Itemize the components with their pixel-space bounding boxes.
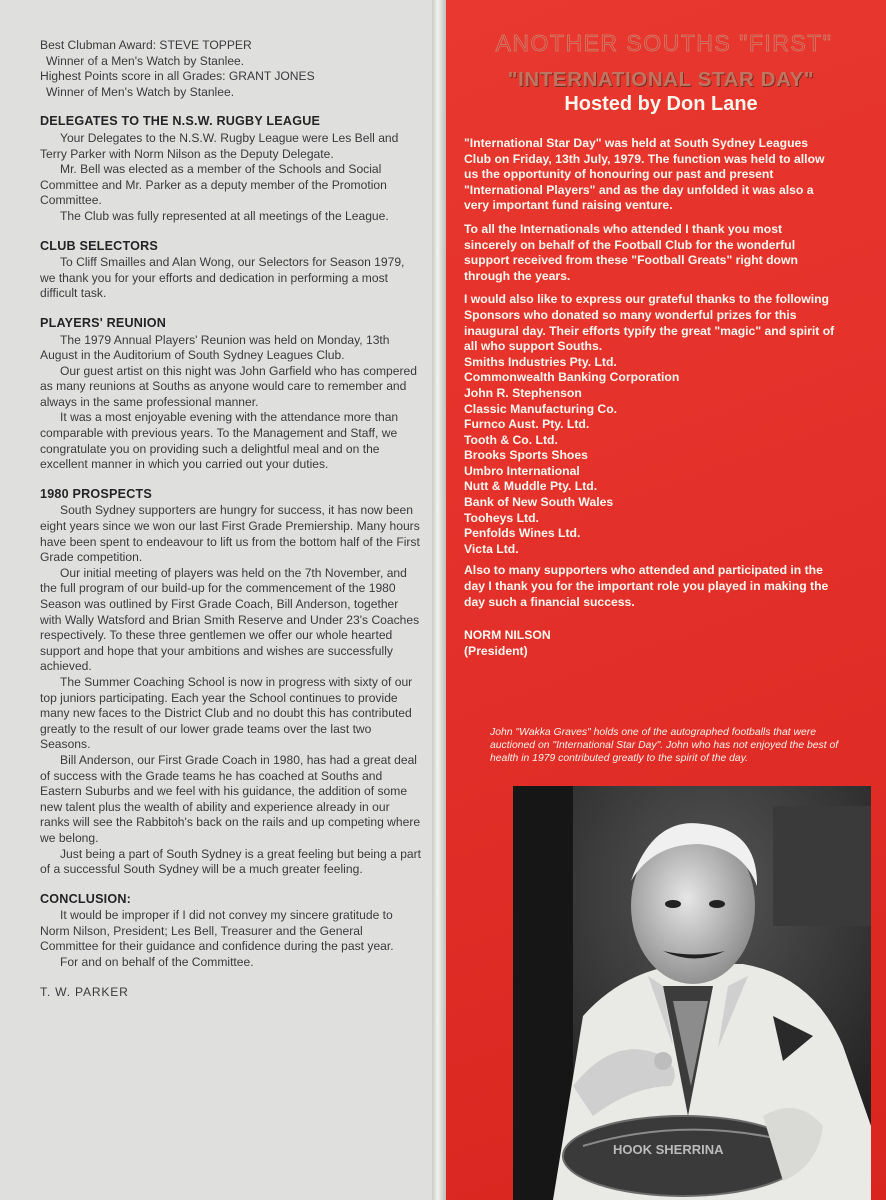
award-line: Winner of a Men's Watch by Stanlee. (46, 53, 245, 68)
right-page (446, 0, 886, 1200)
paragraph: I would also like to express our grateful thanks to the following Sponsors who donated so many wonderful prizes for this inaugural day. Their efforts typify the great "magic" and spirit of all who support Souths. (464, 292, 835, 354)
article-body (464, 136, 836, 659)
sponsor-item: Tooheys Ltd. (464, 510, 539, 525)
paragraph: The Club was fully represented at all meetings of the League. (60, 208, 389, 223)
paragraph: For and on behalf of the Committee. (60, 955, 254, 970)
sponsor-item: Bank of New South Wales (464, 495, 614, 510)
paragraph: To Cliff Smailles and Alan Wong, our Selectors for Season 1979, we thank you for your efforts and dedication in performing a most difficult task. (40, 255, 405, 301)
sponsor-item: Tooth & Co. Ltd. (464, 432, 558, 447)
sponsor-item: Smiths Industries Pty. Ltd. (464, 354, 617, 369)
paragraph: "International Star Day" was held at South Sydney Leagues Club on Friday, 13th July, 1979. The function was held to allow us the opportunity of honouring our past and present "International Players" and as the day unfolded it was also a very important fund raising venture. (464, 136, 825, 213)
portrait-photo (513, 786, 871, 1200)
paragraph: It would be improper if I did not convey my sincere gratitude to Norm Nilson, President; Les Bell, Treasurer and the General Committee for their guidance and confidence during the past year. (40, 908, 394, 954)
reunion-heading: PLAYERS' REUNION (40, 315, 167, 330)
football-label: HOOK SHERRINA (613, 1142, 724, 1157)
award-line: Highest Points score in all Grades: GRANT JONES (40, 69, 315, 84)
delegates-heading: DELEGATES TO THE N.S.W. RUGBY LEAGUE (40, 114, 321, 129)
sponsor-item: Classic Manufacturing Co. (464, 401, 618, 416)
kicker-heading: ANOTHER SOUTHS "FIRST" (495, 30, 833, 56)
signer-title: (President) (464, 643, 528, 658)
paragraph: Our guest artist on this night was John Garfield who has compered as many reunions at Souths as anyone would care to remember and always in the same professional manner. (40, 363, 417, 409)
paragraph: To all the Internationals who attended I thank you most sincerely on behalf of the Football Club for the wonderful support received from these "Football Greats" right down through the years. (464, 221, 798, 283)
article-subtitle: Hosted by Don Lane (564, 93, 758, 115)
photo-caption: John "Wakka Graves" holds one of the autographed footballs that were auctioned on "International Star Day". John who has not enjoyed the best of health in 1979 contributed greatly to the spirit of the day. (490, 727, 839, 764)
paragraph: Just being a part of South Sydney is a great feeling but being a part of a successful South Sydney will be a much greater feeling. (40, 846, 422, 877)
paragraph: Also to many supporters who attended and participated in the day I thank you for the important role you played in making the day such a financial success. (464, 563, 829, 609)
sponsor-item: Penfolds Wines Ltd. (464, 526, 581, 541)
paragraph: The 1979 Annual Players' Reunion was held on Monday, 13th August in the Auditorium of South Sydney Leagues Club. (40, 332, 390, 363)
signer-name: NORM NILSON (464, 628, 551, 643)
paragraph: Your Delegates to the N.S.W. Rugby League were Les Bell and Terry Parker with Norm Nilson as the Deputy Delegate. (40, 130, 399, 161)
paragraph: Mr. Bell was elected as a member of the Schools and Social Committee and Mr. Parker as a deputy member of the Promotion Committee. (40, 162, 387, 208)
prospects-heading: 1980 PROSPECTS (40, 486, 152, 501)
paragraph: Bill Anderson, our First Grade Coach in 1980, has had a great deal of success with the Grade teams he has coached at Souths and Eastern Suburbs and we feel with his guidance, the addition of some new talent plus the wealth of ability and experience already in our ranks will see the Rabbitoh's back on the rails and up competing where we belong. (40, 752, 421, 845)
paragraph: Our initial meeting of players was held on the 7th November, and the full program of our build-up for the commencement of the 1980 Season was outlined by First Grade Coach, Bill Anderson, together with Wally Watsford and Brian Smith Reserve and Under 23's Coaches respectively. To these three gentlemen we offer our whole hearted support and hope that your ambitions and wishes are successfully achieved. (40, 565, 420, 674)
awards-section (40, 38, 422, 100)
paragraph: The Summer Coaching School is now in progress with sixty of our top juniors participating. Each year the School continues to provide many new faces to the District Club and no doubt this has contributed greatly to the result of our lower grade teams over the last two Seasons. (40, 674, 413, 752)
award-line: Best Clubman Award: STEVE TOPPER (40, 38, 252, 52)
man-with-football-photo (513, 786, 871, 1200)
president-signature (464, 628, 836, 659)
sponsor-item: Victa Ltd. (464, 541, 519, 556)
page-fold (432, 0, 446, 1200)
selectors-heading: CLUB SELECTORS (40, 238, 159, 253)
award-line: Winner of Men's Watch by Stanlee. (46, 84, 235, 99)
sponsor-item: Umbro International (464, 463, 580, 478)
sponsor-item: Nutt & Muddle Pty. Ltd. (464, 479, 598, 494)
sponsor-item: Commonwealth Banking Corporation (464, 370, 680, 385)
sponsor-item: John R. Stephenson (464, 385, 582, 400)
conclusion-heading: CONCLUSION: (40, 891, 132, 906)
signature: T. W. PARKER (40, 984, 129, 999)
left-page (0, 0, 432, 1200)
paragraph: It was a most enjoyable evening with the attendance more than comparable with previous years. To the Management and Staff, we congratulate you on providing such a delightful meal and on the excellent manner in which you carried out your duties. (40, 410, 399, 472)
article-title: "INTERNATIONAL STAR DAY" (507, 68, 815, 91)
sponsor-list (464, 355, 836, 558)
sponsor-item: Furnco Aust. Pty. Ltd. (464, 417, 590, 432)
sponsor-item: Brooks Sports Shoes (464, 448, 588, 463)
paragraph: South Sydney supporters are hungry for success, it has now been eight years since we won our last First Grade Premiership. Many hours have been spent to endeavour to lift us from the bottom half of the First Grade competition. (40, 503, 420, 565)
